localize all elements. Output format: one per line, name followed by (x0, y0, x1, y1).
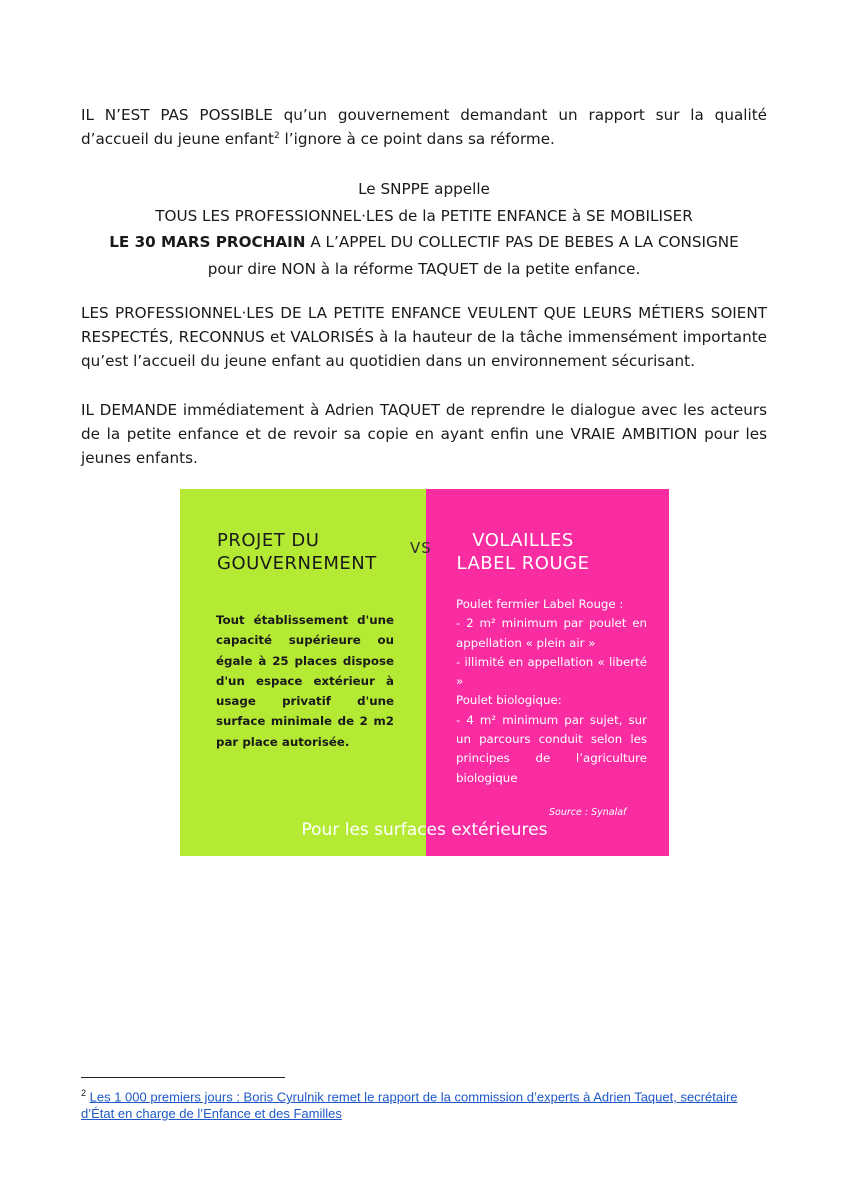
paragraph-intro-end: l’ignore à ce point dans sa réforme. (279, 130, 555, 148)
poster-government-text: Tout établissement d'une capacité supérieure ou égale à 25 places dispose d'un espace extérieur à usage privatif d'une surface minimale de 2 m2 par place autorisée. (216, 613, 394, 749)
paragraph-intro (81, 103, 767, 151)
poster-left-title-line-1: PROJET DU (217, 530, 320, 551)
appeal-line-3-rest: A L’APPEL DU COLLECTIF PAS DE BEBES A LA CONSIGNE (305, 233, 739, 251)
paragraph-intro-text: IL N’EST PAS POSSIBLE qu’un gouvernement demandant un rapport sur la qualité d’accueil du jeune enfant (81, 106, 767, 148)
footnote-link[interactable]: Les 1 000 premiers jours : Boris Cyrulnik remet le rapport de la commission d’experts à Adrien Taquet, secrétaire d’État en charge de l’Enfance et des Familles (81, 1089, 738, 1121)
footnote (81, 1085, 771, 1122)
footnote-number: 2 (81, 1088, 87, 1098)
poster-right-title (450, 529, 596, 575)
poster-right-line: - 4 m² minimum par sujet, sur un parcours conduit selon les principes de l’agriculture biologique (456, 712, 647, 785)
appeal-line-3 (81, 229, 767, 256)
comparison-poster (180, 489, 669, 856)
poster-left-title (217, 529, 417, 575)
poster-right-line: Poulet biologique: (456, 693, 562, 708)
poster-label-rouge-text (456, 595, 647, 788)
appeal-line-2: TOUS LES PROFESSIONNEL·LES de la PETITE ENFANCE à SE MOBILISER (155, 206, 693, 225)
poster-right-line: - 2 m² minimum par poulet en appellation « plein air » (456, 616, 647, 650)
appeal-date: LE 30 MARS PROCHAIN (109, 233, 306, 251)
poster-right-title-line-1: VOLAILLES (472, 530, 574, 551)
poster-left-title-line-2: GOUVERNEMENT (217, 553, 377, 574)
appeal-line-4: pour dire NON à la réforme TAQUET de la petite enfance. (207, 259, 641, 278)
paragraph-demand: IL DEMANDE immédiatement à Adrien TAQUET de reprendre le dialogue avec les acteurs de la petite enfance et de revoir sa copie en ayant enfin une VRAIE AMBITION pour les jeunes enfants. (81, 401, 767, 467)
poster-vs-label: VS (410, 539, 432, 557)
poster-caption: Pour les surfaces extérieures (301, 820, 548, 840)
paragraph-professionals: LES PROFESSIONNEL·LES DE LA PETITE ENFANCE VEULENT QUE LEURS MÉTIERS SOIENT RESPECTÉS, RECONNUS et VALORISÉS à la hauteur de la tâche immensément importante qu’est l’accueil du jeune enfant au quotidien dans un environnement sécurisant. (81, 304, 767, 370)
footnote-divider (81, 1077, 285, 1078)
poster-right-line: - illimité en appellation « liberté » (456, 654, 647, 689)
appeal-line-1: Le SNPPE appelle (358, 180, 490, 198)
appeal-block (81, 176, 767, 282)
poster-source: Source : Synalaf (549, 807, 627, 818)
poster-right-line: Poulet fermier Label Rouge : (456, 597, 624, 611)
footnote-reference[interactable]: 2 (274, 130, 280, 141)
poster-right-title-line-2: LABEL ROUGE (456, 553, 590, 574)
